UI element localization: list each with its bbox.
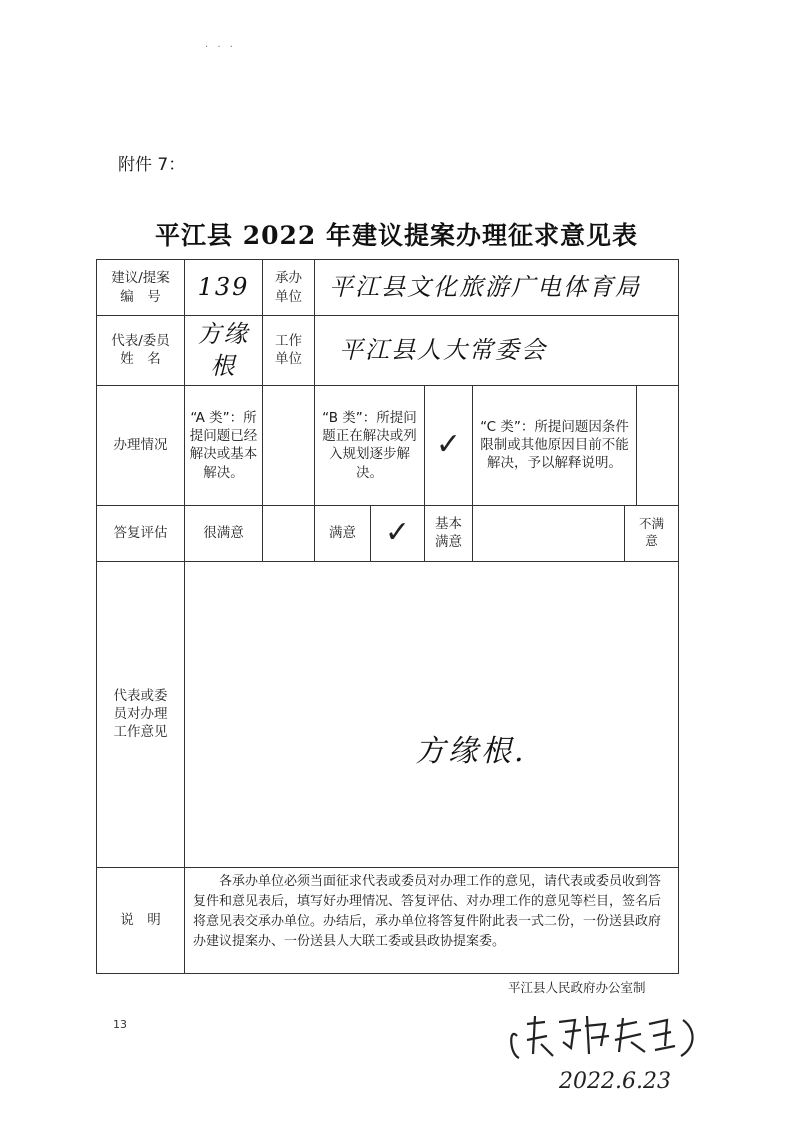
row-proposal-number: [97, 260, 679, 316]
name-value: 方缘根: [197, 320, 250, 381]
handling-status-label: 办理情况: [97, 385, 185, 505]
category-c-check[interactable]: [637, 385, 679, 505]
page-title: 平江县 2022 年建议提案办理征求意见表: [155, 221, 638, 250]
unsatisfied-label: 不满 意: [625, 505, 679, 561]
row-reply-evaluation: [97, 505, 679, 561]
org-label: 承办 单位: [263, 260, 315, 316]
proposal-number-label: 建议/提案 编 号: [97, 260, 185, 316]
signature-stroke: [615, 1018, 645, 1052]
reply-evaluation-label: 答复评估: [97, 505, 185, 561]
category-b-check[interactable]: [425, 385, 473, 505]
signature-stroke: [559, 1020, 581, 1048]
checkmark-icon: ✓: [435, 427, 462, 463]
name-label: 代表/委员 姓 名: [97, 316, 185, 386]
checkmark-icon: ✓: [384, 515, 411, 551]
work-unit-value: 平江县人大常委会: [339, 336, 547, 365]
basic-satisfied-label: 基本 满意: [425, 505, 473, 561]
work-unit-label: 工作 单位: [263, 316, 315, 386]
proposal-number-field[interactable]: [185, 260, 263, 316]
signature-stroke: [681, 1020, 693, 1056]
category-a-check[interactable]: [263, 385, 315, 505]
scan-marks: · · ·: [205, 42, 236, 53]
handwritten-date-signature: [505, 996, 705, 1096]
work-unit-field[interactable]: [315, 316, 679, 386]
opinion-label: 代表或委 员对办理 工作意见: [97, 561, 185, 867]
category-a-text: “A 类”：所提问题已经解决或基本解决。: [185, 385, 263, 505]
issuing-office: 平江县人民政府办公室制: [508, 980, 646, 995]
attachment-label: 附件 7：: [118, 155, 186, 175]
satisfied-check[interactable]: [371, 505, 425, 561]
row-representative: [97, 316, 679, 386]
org-value: 平江县文化旅游广电体育局: [329, 273, 641, 302]
signature-stroke: [585, 1016, 609, 1054]
very-satisfied-label: 很满意: [185, 505, 263, 561]
org-field[interactable]: [315, 260, 679, 316]
handwritten-date: 2022.6.23: [559, 1069, 671, 1094]
notes-text: 各承办单位必须当面征求代表或委员对办理工作的意见，请代表或委员收到答复件和意见表后，填写好办理情况、答复评估、对办理工作的意见等栏目，签名后将意见表交承办单位。办结后，承办单位将答复件附此表一式二份，一份送县政府办建议提案办、一份送县人大联工委或县政协提案委。: [185, 867, 679, 973]
row-handling-status: [97, 385, 679, 505]
satisfied-label: 满意: [315, 505, 371, 561]
opinion-form-table: [96, 259, 679, 974]
notes-label: 说 明: [97, 867, 185, 973]
signature-stroke: [649, 1020, 675, 1050]
name-field[interactable]: [185, 316, 263, 386]
page-number: 13: [113, 1018, 127, 1031]
signature-stroke: [511, 1034, 519, 1058]
row-opinion: [97, 561, 679, 867]
proposal-number-value: 139: [197, 273, 250, 302]
signature: 方缘根.: [415, 733, 527, 769]
signature-stroke: [527, 1016, 553, 1056]
opinion-field[interactable]: [185, 561, 679, 867]
very-satisfied-check[interactable]: [263, 505, 315, 561]
category-b-text: “B 类”：所提问题正在解决或列入规划逐步解决。: [315, 385, 425, 505]
basic-satisfied-check[interactable]: [473, 505, 625, 561]
category-c-text: “C 类”：所提问题因条件限制或其他原因目前不能解决，予以解释说明。: [473, 385, 637, 505]
row-notes: [97, 867, 679, 973]
